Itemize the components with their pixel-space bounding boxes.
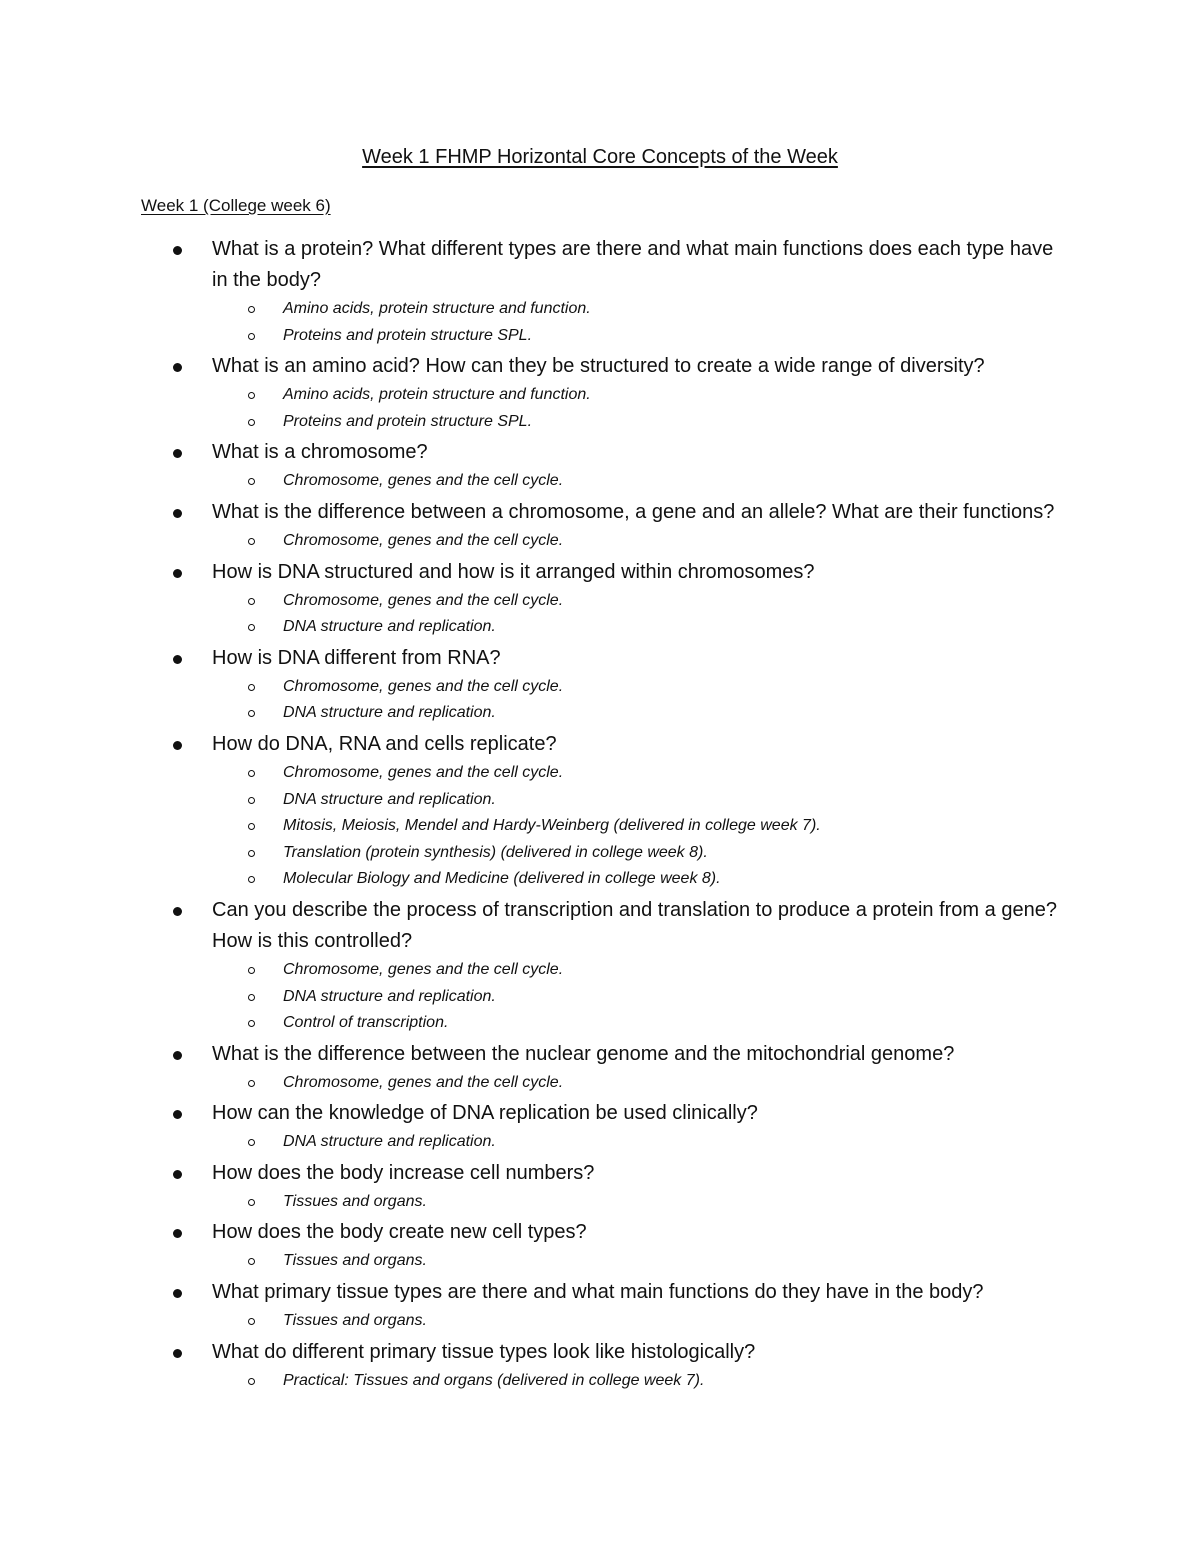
question-text — [0, 497, 1200, 528]
resource-label: DNA structure and replication. — [283, 704, 496, 722]
resource-list — [0, 674, 1200, 727]
circle-bullet-icon — [248, 1139, 255, 1146]
question-item — [0, 643, 1200, 727]
question-text — [0, 895, 1200, 957]
circle-bullet-icon — [248, 823, 255, 830]
resource-label: Amino acids, protein structure and function. — [283, 300, 591, 317]
question-item — [0, 437, 1200, 495]
question-item — [0, 351, 1200, 435]
question-item — [0, 729, 1200, 893]
question-label: What primary tissue types are there and what main functions do they have in the body? — [212, 1281, 984, 1304]
question-text — [0, 729, 1200, 760]
bullet-icon — [173, 1170, 182, 1179]
resource-list — [0, 528, 1200, 555]
circle-bullet-icon — [248, 1199, 255, 1206]
resource-label: Chromosome, genes and the cell cycle. — [283, 677, 564, 695]
resource-label: Chromosome, genes and the cell cycle. — [283, 1073, 564, 1091]
resource-item — [0, 1248, 1200, 1275]
question-text — [0, 437, 1200, 468]
question-item — [0, 895, 1200, 1037]
circle-bullet-icon — [248, 1080, 255, 1087]
question-text — [0, 643, 1200, 674]
bullet-icon — [173, 1349, 182, 1358]
resource-item — [0, 1368, 1200, 1395]
circle-bullet-icon — [248, 624, 255, 631]
resource-label: DNA structure and replication. — [283, 618, 496, 636]
resource-label: Chromosome, genes and the cell cycle. — [283, 531, 564, 549]
question-item — [0, 1277, 1200, 1335]
resource-item — [0, 957, 1200, 984]
question-label: What is a protein? What different types are there and what main functions does each type have in the body? — [212, 238, 1054, 291]
resource-label: Tissues and organs. — [283, 1192, 427, 1210]
question-label: How do DNA, RNA and cells replicate? — [212, 732, 557, 755]
question-label: What is the difference between the nuclear genome and the mitochondrial genome? — [212, 1042, 955, 1065]
circle-bullet-icon — [248, 1020, 255, 1027]
question-item — [0, 557, 1200, 641]
resource-item — [0, 1308, 1200, 1335]
resource-item — [0, 382, 1200, 409]
resource-list — [0, 468, 1200, 495]
circle-bullet-icon — [248, 770, 255, 777]
circle-bullet-icon — [248, 876, 255, 883]
question-text — [0, 234, 1200, 296]
question-text — [0, 557, 1200, 588]
circle-bullet-icon — [248, 306, 255, 313]
resource-label: Tissues and organs. — [283, 1252, 427, 1270]
question-item — [0, 234, 1200, 349]
resource-list — [0, 1070, 1200, 1097]
resource-label: DNA structure and replication. — [283, 1133, 496, 1151]
question-label: What do different primary tissue types look like histologically? — [212, 1340, 756, 1363]
question-text — [0, 1337, 1200, 1368]
question-item — [0, 497, 1200, 555]
resource-list — [0, 1189, 1200, 1216]
resource-label: Chromosome, genes and the cell cycle. — [283, 591, 564, 609]
question-label: What is the difference between a chromosome, a gene and an allele? What are their functions? — [212, 500, 1055, 523]
bullet-icon — [173, 1229, 182, 1238]
resource-item — [0, 840, 1200, 867]
circle-bullet-icon — [248, 1318, 255, 1325]
question-item — [0, 1039, 1200, 1097]
bullet-icon — [173, 449, 182, 458]
circle-bullet-icon — [248, 333, 255, 340]
bullet-icon — [173, 509, 182, 518]
resource-label: DNA structure and replication. — [283, 790, 496, 808]
resource-item — [0, 323, 1200, 350]
resource-label: Amino acids, protein structure and function. — [283, 386, 591, 404]
question-text — [0, 1277, 1200, 1308]
question-item — [0, 1158, 1200, 1216]
question-item — [0, 1217, 1200, 1275]
resource-item — [0, 1189, 1200, 1216]
bullet-icon — [173, 246, 182, 255]
circle-bullet-icon — [248, 850, 255, 857]
circle-bullet-icon — [248, 1258, 255, 1265]
resource-item — [0, 588, 1200, 615]
resource-item — [0, 1010, 1200, 1037]
bullet-icon — [173, 741, 182, 750]
bullet-icon — [173, 363, 182, 372]
circle-bullet-icon — [248, 710, 255, 717]
resource-item — [0, 468, 1200, 495]
resource-list — [0, 1129, 1200, 1156]
question-label: How does the body create new cell types? — [212, 1221, 587, 1244]
question-text — [0, 1217, 1200, 1248]
resource-item — [0, 984, 1200, 1011]
resource-label: Translation (protein synthesis) (delivered in college week 8). — [283, 843, 708, 861]
bullet-icon — [173, 569, 182, 578]
circle-bullet-icon — [248, 419, 255, 426]
resource-item — [0, 409, 1200, 436]
bullet-icon — [173, 1289, 182, 1298]
resource-label: Chromosome, genes and the cell cycle. — [283, 763, 564, 781]
resource-label: Proteins and protein structure SPL. — [283, 326, 533, 344]
circle-bullet-icon — [248, 538, 255, 545]
resource-label: Control of transcription. — [283, 1014, 449, 1032]
resource-label: Proteins and protein structure SPL. — [283, 412, 533, 430]
question-label: How is DNA structured and how is it arranged within chromosomes? — [212, 560, 815, 583]
resource-list — [0, 382, 1200, 435]
resource-list — [0, 1368, 1200, 1395]
circle-bullet-icon — [248, 392, 255, 399]
circle-bullet-icon — [248, 967, 255, 974]
section-heading: Week 1 (College week 6) — [141, 196, 331, 215]
question-label: What is an amino acid? How can they be structured to create a wide range of diversity? — [212, 355, 985, 378]
question-item — [0, 1098, 1200, 1156]
circle-bullet-icon — [248, 478, 255, 485]
circle-bullet-icon — [248, 994, 255, 1001]
question-label: How is DNA different from RNA? — [212, 646, 501, 669]
resource-list — [0, 1248, 1200, 1275]
resource-label: Practical: Tissues and organs (delivered in college week 7). — [283, 1371, 705, 1389]
question-label: How can the knowledge of DNA replication be used clinically? — [212, 1102, 758, 1125]
resource-list — [0, 1308, 1200, 1335]
bullet-icon — [173, 1110, 182, 1119]
resource-item — [0, 296, 1200, 323]
question-text — [0, 1158, 1200, 1189]
circle-bullet-icon — [248, 797, 255, 804]
question-item — [0, 1337, 1200, 1395]
resource-list — [0, 296, 1200, 349]
document-title: Week 1 FHMP Horizontal Core Concepts of the Week — [362, 146, 838, 168]
resource-label: DNA structure and replication. — [283, 987, 496, 1005]
resource-item — [0, 528, 1200, 555]
question-text — [0, 1039, 1200, 1070]
question-text — [0, 351, 1200, 382]
resource-item — [0, 813, 1200, 840]
resource-label: Mitosis, Meiosis, Mendel and Hardy-Weinberg (delivered in college week 7). — [283, 817, 821, 835]
question-list — [0, 234, 1200, 1396]
resource-label: Molecular Biology and Medicine (delivered in college week 8). — [283, 870, 721, 888]
resource-list — [0, 760, 1200, 893]
question-text — [0, 1098, 1200, 1129]
resource-item — [0, 614, 1200, 641]
question-label: How does the body increase cell numbers? — [212, 1161, 595, 1184]
resource-label: Tissues and organs. — [283, 1312, 427, 1330]
circle-bullet-icon — [248, 684, 255, 691]
circle-bullet-icon — [248, 1378, 255, 1385]
question-label: Can you describe the process of transcription and translation to produce a protein from a gene? How is this controlled? — [212, 898, 1057, 952]
bullet-icon — [173, 655, 182, 664]
resource-list — [0, 588, 1200, 641]
resource-item — [0, 674, 1200, 701]
resource-item — [0, 1129, 1200, 1156]
resource-item — [0, 760, 1200, 787]
resource-item — [0, 787, 1200, 814]
bullet-icon — [173, 907, 182, 916]
circle-bullet-icon — [248, 598, 255, 605]
resource-item — [0, 700, 1200, 727]
resource-item — [0, 866, 1200, 893]
resource-label: Chromosome, genes and the cell cycle. — [283, 472, 564, 490]
resource-item — [0, 1070, 1200, 1097]
bullet-icon — [173, 1051, 182, 1060]
resource-label: Chromosome, genes and the cell cycle. — [283, 960, 564, 978]
question-label: What is a chromosome? — [212, 441, 428, 464]
resource-list — [0, 957, 1200, 1037]
